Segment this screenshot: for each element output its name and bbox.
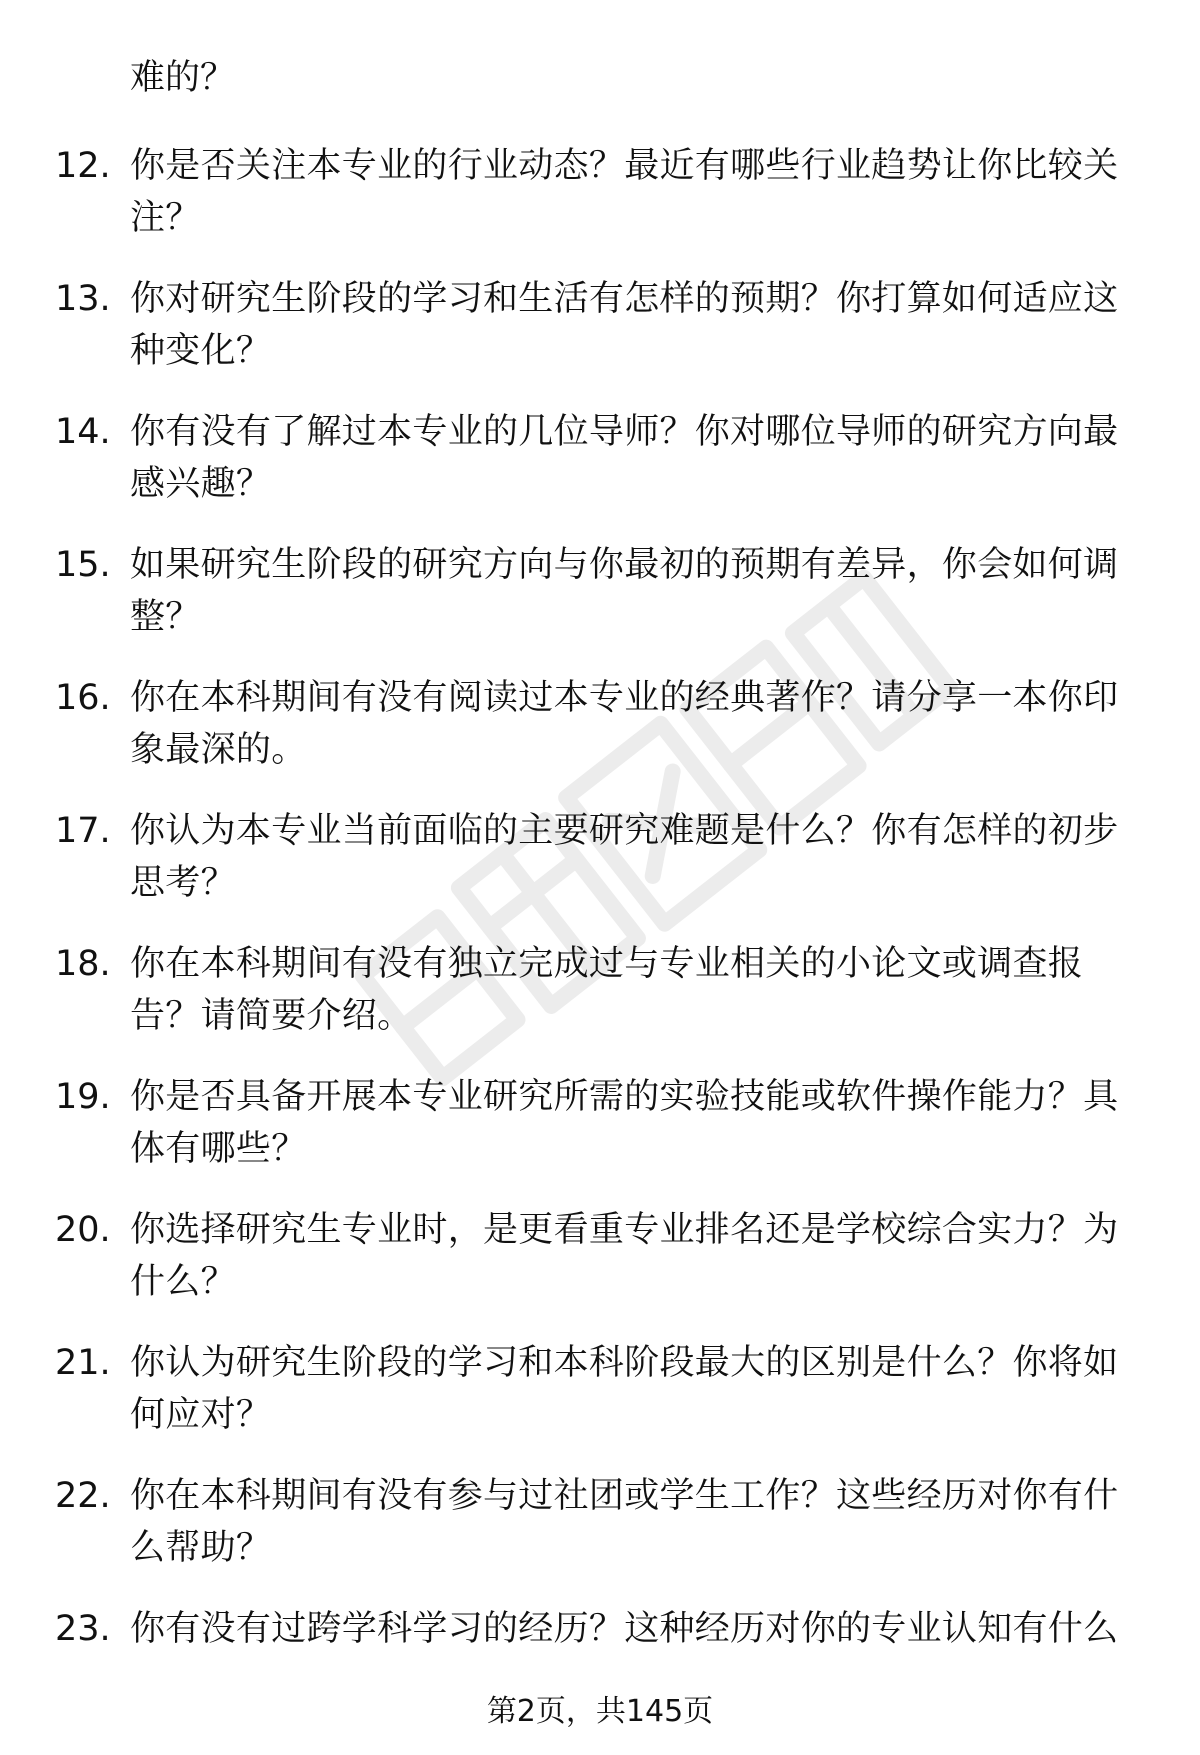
question-number: 21.: [55, 1343, 111, 1383]
question-text: 你在本科期间有没有参与过社团或学生工作？这些经历对你有什么帮助？: [130, 1476, 1119, 1568]
question-number: 20.: [55, 1210, 111, 1250]
question-number: 13.: [55, 279, 111, 319]
list-item: [0, 672, 1200, 779]
question-text: 你在本科期间有没有独立完成过与专业相关的小论文或调查报告？请简要介绍。: [130, 944, 1084, 1036]
list-item: [0, 1337, 1200, 1444]
question-number: 16.: [55, 678, 111, 718]
question-text: 你是否关注本专业的行业动态？最近有哪些行业趋势让你比较关注？: [130, 146, 1119, 238]
question-text: 你是否具备开展本专业研究所需的实验技能或软件操作能力？具体有哪些？: [130, 1077, 1119, 1169]
question-list: [0, 140, 1200, 1736]
list-item: [0, 1071, 1200, 1178]
question-text: 你在本科期间有没有阅读过本专业的经典著作？请分享一本你印象最深的。: [130, 678, 1119, 770]
question-text: 你对研究生阶段的学习和生活有怎样的预期？你打算如何适应这种变化？: [130, 279, 1119, 371]
question-number: 19.: [55, 1077, 111, 1117]
question-number: 22.: [55, 1476, 111, 1516]
list-item: [0, 140, 1200, 247]
question-number: 17.: [55, 811, 111, 851]
list-item: [0, 273, 1200, 380]
list-item: [0, 539, 1200, 646]
list-item: [0, 406, 1200, 513]
question-text: 如果研究生阶段的研究方向与你最初的预期有差异，你会如何调整？: [130, 545, 1119, 637]
continuation-text: 难的？: [130, 58, 236, 98]
question-text: 你选择研究生专业时，是更看重专业排名还是学校综合实力？为什么？: [130, 1210, 1119, 1302]
list-item: [0, 805, 1200, 912]
list-item: [0, 1470, 1200, 1577]
question-text: 你认为研究生阶段的学习和本科阶段最大的区别是什么？你将如何应对？: [130, 1343, 1119, 1435]
page-footer: 第2页，共145页: [486, 1694, 714, 1729]
question-number: 23.: [55, 1609, 111, 1649]
list-item: [0, 938, 1200, 1045]
question-number: 18.: [55, 944, 111, 984]
question-text: 你认为本专业当前面临的主要研究难题是什么？你有怎样的初步思考？: [130, 811, 1119, 903]
question-number: 14.: [55, 412, 111, 452]
question-number: 15.: [55, 545, 111, 585]
question-number: 12.: [55, 146, 111, 186]
question-text: 你有没有过跨学科学习的经历？这种经历对你的专业认知有什么: [130, 1609, 1119, 1649]
question-text: 你有没有了解过本专业的几位导师？你对哪位导师的研究方向最感兴趣？: [130, 412, 1119, 504]
list-item: [0, 1204, 1200, 1311]
